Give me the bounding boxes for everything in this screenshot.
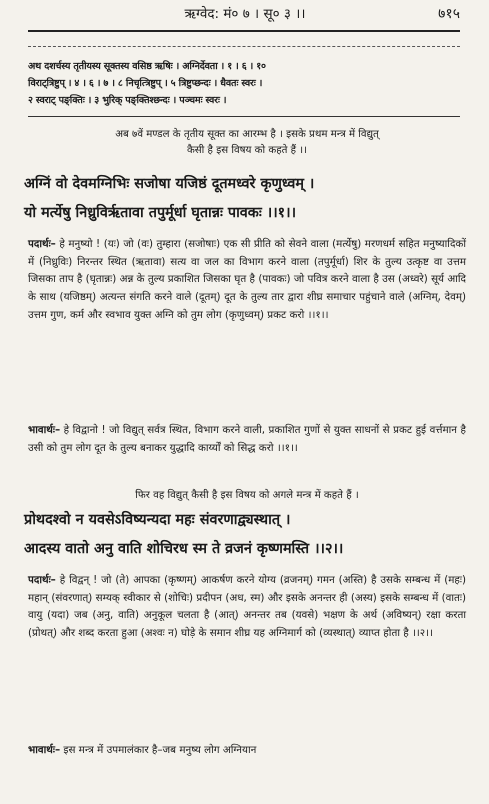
mantra-line: प्रोथदश्वो न यवसेऽविष्यन्यदा महः संवरणाद्व्यस्थात् । — [24, 512, 291, 528]
bhavartha-label: भावार्थः– — [28, 744, 61, 756]
lead-in-2 — [28, 488, 466, 504]
padartha-1 — [28, 236, 466, 325]
header-rule-ornament — [28, 46, 460, 47]
intro-line: २ स्वराट् पङ्क्तिः । ३ भुरिक् पङ्क्तिश्छन्दः । पञ्चमः स्वरः । — [28, 95, 227, 107]
lead-in-line: फिर वह विद्युत् कैसी है इस विषय को अगले मन्त्र में कहते हैं । — [135, 490, 359, 501]
mantra-2 — [24, 506, 470, 564]
mantra-line: आदस्य वातो अनु वाति शोचिरध स्म ते व्रजनं कृष्णमस्ति ।।२।। — [24, 541, 344, 557]
mantra-line: अग्निं वो देवमग्निभिः सजोषा यजिष्ठं दूतमध्वरे कृणुध्वम् । — [24, 176, 315, 192]
running-header — [30, 4, 460, 26]
mantra-line: यो मर्त्येषु निध्रुविर्ऋतावा तपुर्मूर्धा घृतान्नः पावकः ।।१।। — [24, 205, 297, 221]
mantra-1 — [24, 170, 470, 228]
padartha-text: हे विद्वन् ! जो (ते) आपका (कृष्णम्) आकर्षण करने योग्य (व्रजनम्) गमन (अस्ति) है उसके सम्बन्ध में (महः) महान् (संवरणात्) सम्यक् स्वीकार से (शोचिः) प्रदीपन (अध, स्म) और इसके अनन्तर ही (अस्य) इसके सम्बन्ध में (वातः) वायु (यदा) जब (अनु, वाति) अनुकूल चलता है (आत्) अनन्तर तब (यवसे) भक्षण के अर्थ (अविष्यन्) रक्षा करता (प्रोथत्) और शब्द करता हुआ (अश्वः न) घोड़े के समान शीघ्र यह अग्निमार्ग को (व्यस्थात्) व्याप्त होता है ।।२।। — [28, 574, 466, 640]
page-number: ७१५ — [438, 6, 460, 22]
header-rule-top — [28, 30, 460, 32]
sukta-introduction — [28, 58, 466, 110]
intro-line: विराट्त्रिष्टुप् । ४ । ६ । ७ । ८ निचृत्त्रिष्टुप् । ५ त्रिष्टुप्छन्दः । धैवतः स्वरः । — [28, 78, 263, 90]
bhavartha-label: भावार्थः– — [28, 424, 61, 436]
lead-in-line: अब ७वें मण्डल के तृतीय सूक्त का आरम्भ है । इसके प्रथम मन्त्र में विद्युत् — [115, 129, 379, 140]
bhavartha-text: इस मन्त्र में उपमालंकार है–जब मनुष्य लोग अग्नियान — [63, 744, 257, 756]
bhavartha-text: हे विद्वानो ! जो विद्युत् सर्वत्र स्थित, विभाग करने वाली, प्रकाशित गुणों से युक्त साधनों से प्रकट हुई वर्त्तमान है उसी को तुम लोग दूत के तुल्य बनाकर युद्धादि कार्य्यों को सिद्ध करो ।।१।। — [28, 424, 466, 454]
intro-line: अथ दशर्चस्य तृतीयस्य सूक्तस्य वसिष्ठ ऋषिः । अग्निर्देवता । १ । ६ । १० — [28, 61, 266, 72]
padartha-2 — [28, 572, 466, 643]
padartha-label: पदार्थः– — [28, 238, 56, 250]
lead-in-1 — [28, 127, 466, 159]
lead-in-line: कैसी है इस विषय को कहते हैं ।। — [186, 145, 308, 156]
padartha-label: पदार्थः– — [28, 574, 56, 586]
bhavartha-1 — [28, 422, 466, 457]
section-divider — [28, 116, 460, 117]
padartha-text: हे मनुष्यो ! (यः) जो (वः) तुम्हारा (सजोषाः) एक सी प्रीति को सेवने वाला (मर्त्येषु) मरणधर्म सहित मनुष्यादिकों में (निध्रुविः) निरन्तर स्थित (ऋतावा) सत्य वा जल का विभाग करने वाला (तपुर्मूर्धा) शिर के तुल्य उत्कृष्ट वा उत्तम जिसका ताप है (घृतान्नः) अन्न के तुल्य प्रकाशित जिसका घृत है (पावकः) जो पवित्र करने वाला है उस (अध्वरे) सूर्य आदि के साथ (यजिष्ठम्) अत्यन्त संगति करने वाले (दूतम्) दूत के तुल्य तार द्वारा शीघ्र समाचार पहुंचाने वाले (अग्निम्, देवम्) उत्तम गुण, कर्म और स्वभाव युक्त अग्नि को तुम लोग (कृणुध्वम्) प्रकट करो ।।१।। — [28, 238, 466, 321]
header-title: ऋग्वेद: मं० ७ । सू० ३ ।। — [184, 6, 306, 22]
bhavartha-2 — [28, 742, 466, 760]
